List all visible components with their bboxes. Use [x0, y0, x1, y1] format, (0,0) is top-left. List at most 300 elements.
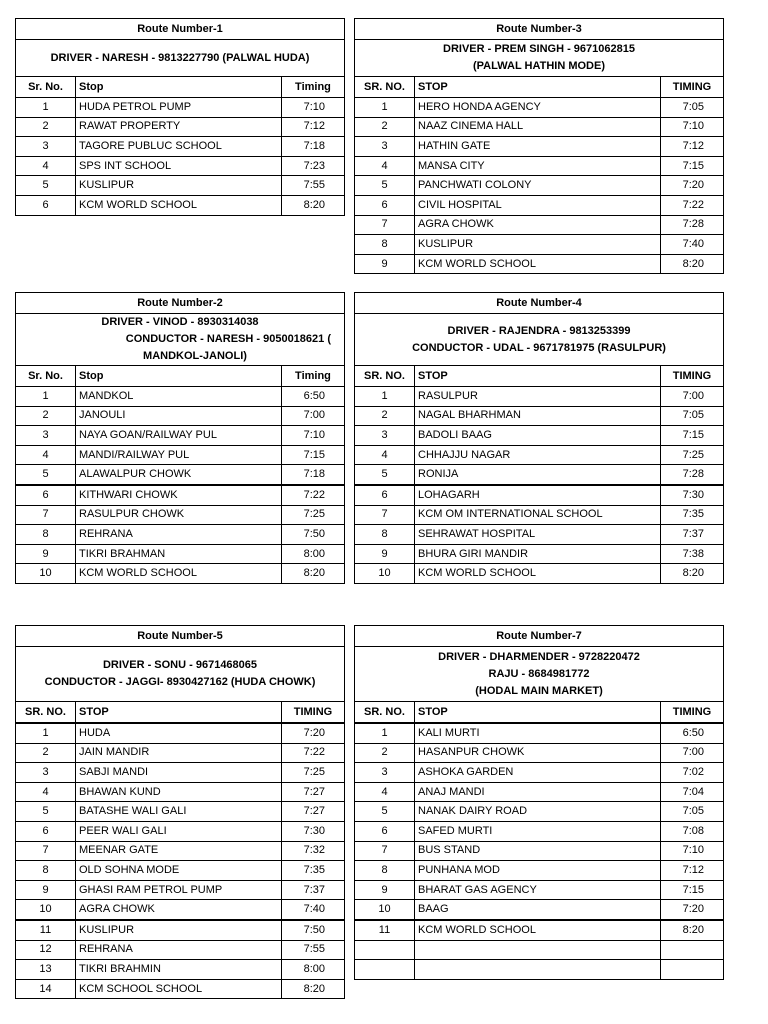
stop-name-cell: TAGORE PUBLUC SCHOOL — [76, 137, 282, 157]
stop-name-cell: OLD SOHNA MODE — [76, 861, 282, 881]
table-row — [16, 485, 345, 505]
stop-name-cell: AGRA CHOWK — [415, 215, 661, 235]
sr-no-cell: 3 — [16, 763, 76, 783]
table-row — [16, 979, 345, 999]
table-row — [16, 880, 345, 900]
col-header-stop: Stop — [76, 77, 282, 98]
table-row — [16, 465, 345, 485]
stop-name-cell: JANOULI — [76, 406, 282, 426]
timing-cell: 7:05 — [660, 98, 723, 118]
stop-name-cell: KUSLIPUR — [76, 920, 282, 940]
stop-name-cell: KITHWARI CHOWK — [76, 485, 282, 505]
driver-line: CONDUCTOR - NARESH - 9050018621 ( — [125, 333, 331, 345]
sr-no-cell: 6 — [16, 821, 76, 841]
driver-line: DRIVER - VINOD - 8930314038 — [101, 316, 259, 328]
stop-name-cell: KCM WORLD SCHOOL — [76, 195, 282, 215]
sr-no-cell: 6 — [355, 485, 415, 505]
route-rows — [355, 723, 724, 979]
route-2-table — [15, 292, 345, 584]
route-4-table — [354, 292, 724, 584]
table-row — [16, 821, 345, 841]
sr-no-cell: 7 — [16, 841, 76, 861]
timing-cell: 7:15 — [660, 880, 723, 900]
route-1-table — [15, 18, 345, 216]
stop-name-cell: HASANPUR CHOWK — [415, 743, 661, 763]
sr-no-cell: 1 — [16, 98, 76, 118]
timing-cell: 7:23 — [281, 156, 344, 176]
timing-cell: 7:30 — [281, 821, 344, 841]
sr-no-cell: 5 — [355, 176, 415, 196]
table-row — [355, 505, 724, 525]
table-row — [355, 880, 724, 900]
sr-no-cell: 12 — [16, 940, 76, 960]
table-row — [16, 505, 345, 525]
table-row — [355, 544, 724, 564]
table-row — [16, 406, 345, 426]
stop-name-cell: PEER WALI GALI — [76, 821, 282, 841]
driver-info — [355, 647, 724, 702]
stop-name-cell: REHRANA — [76, 940, 282, 960]
route-rows — [355, 98, 724, 274]
table-row — [355, 900, 724, 920]
timing-cell: 7:32 — [281, 841, 344, 861]
timing-cell: 8:20 — [281, 564, 344, 584]
driver-line: DRIVER - RAJENDRA - 9813253399 — [447, 324, 631, 337]
route-3-table — [354, 18, 724, 274]
table-row — [16, 920, 345, 940]
table-row — [16, 137, 345, 157]
table-row — [355, 156, 724, 176]
stop-name-cell — [415, 960, 661, 980]
table-row — [355, 235, 724, 255]
stop-name-cell: KUSLIPUR — [415, 235, 661, 255]
stop-name-cell: MANDKOL — [76, 387, 282, 407]
sr-no-cell — [355, 940, 415, 960]
sr-no-cell: 3 — [16, 426, 76, 446]
table-row — [16, 841, 345, 861]
col-header-timing: TIMING — [281, 702, 344, 724]
table-row — [355, 215, 724, 235]
sr-no-cell: 14 — [16, 979, 76, 999]
stop-name-cell: KCM WORLD SCHOOL — [415, 920, 661, 940]
timing-cell: 7:35 — [281, 861, 344, 881]
stop-name-cell: MANDI/RAILWAY PUL — [76, 445, 282, 465]
sr-no-cell: 7 — [355, 505, 415, 525]
sr-no-cell: 8 — [355, 235, 415, 255]
table-row — [355, 465, 724, 485]
table-row — [16, 98, 345, 118]
timing-cell: 7:35 — [660, 505, 723, 525]
table-row — [16, 743, 345, 763]
timing-cell: 7:08 — [660, 821, 723, 841]
sr-no-cell: 2 — [16, 743, 76, 763]
timing-cell: 7:10 — [660, 117, 723, 137]
stop-name-cell: RASULPUR CHOWK — [76, 505, 282, 525]
timing-cell: 8:20 — [660, 564, 723, 584]
stop-name-cell: RONIJA — [415, 465, 661, 485]
timing-cell: 7:22 — [660, 195, 723, 215]
driver-line: (PALWAL HATHIN MODE) — [473, 60, 605, 72]
stop-name-cell: PANCHWATI COLONY — [415, 176, 661, 196]
route-title: Route Number-1 — [16, 19, 345, 40]
stop-name-cell: BAAG — [415, 900, 661, 920]
stop-name-cell: NAYA GOAN/RAILWAY PUL — [76, 426, 282, 446]
timing-cell: 7:25 — [281, 763, 344, 783]
col-header-srno: SR. NO. — [16, 702, 76, 724]
driver-info — [16, 647, 345, 702]
col-header-srno: Sr. No. — [16, 77, 76, 98]
col-header-stop: Stop — [76, 366, 282, 387]
timing-cell: 7:22 — [281, 485, 344, 505]
stop-name-cell: BUS STAND — [415, 841, 661, 861]
timing-cell: 7:15 — [281, 445, 344, 465]
timing-cell: 7:28 — [660, 465, 723, 485]
sr-no-cell: 4 — [355, 156, 415, 176]
route-title: Route Number-2 — [16, 293, 345, 314]
driver-line: CONDUCTOR - JAGGI- 8930427162 (HUDA CHOWK) — [44, 676, 316, 688]
driver-line: DRIVER - NARESH - 9813227790 (PALWAL HUDA) — [50, 51, 310, 64]
timing-cell: 7:20 — [660, 176, 723, 196]
timing-cell: 7:18 — [281, 137, 344, 157]
stop-name-cell: SAFED MURTI — [415, 821, 661, 841]
route-7-table — [354, 625, 724, 980]
stop-name-cell: RASULPUR — [415, 387, 661, 407]
sr-no-cell: 13 — [16, 960, 76, 980]
stop-name-cell: BATASHE WALI GALI — [76, 802, 282, 822]
table-row — [355, 387, 724, 407]
sr-no-cell: 11 — [355, 920, 415, 940]
sr-no-cell: 5 — [16, 465, 76, 485]
stop-name-cell: AGRA CHOWK — [76, 900, 282, 920]
sr-no-cell: 8 — [355, 525, 415, 545]
stop-name-cell: TIKRI BRAHMIN — [76, 960, 282, 980]
table-row — [16, 544, 345, 564]
timing-cell: 7:02 — [660, 763, 723, 783]
route-rows — [355, 387, 724, 584]
timing-cell: 7:40 — [281, 900, 344, 920]
timing-cell: 7:20 — [281, 723, 344, 743]
route-title: Route Number-4 — [355, 293, 724, 314]
table-row — [355, 821, 724, 841]
table-row — [16, 156, 345, 176]
sr-no-cell: 5 — [355, 465, 415, 485]
col-header-stop: STOP — [415, 702, 661, 724]
timing-cell: 7:38 — [660, 544, 723, 564]
table-row — [16, 564, 345, 584]
timing-cell: 7:25 — [660, 445, 723, 465]
timing-cell: 7:20 — [660, 900, 723, 920]
timing-cell: 7:00 — [281, 406, 344, 426]
timing-cell: 7:55 — [281, 176, 344, 196]
timing-cell: 7:22 — [281, 743, 344, 763]
stop-name-cell: KCM WORLD SCHOOL — [76, 564, 282, 584]
stop-name-cell: KCM OM INTERNATIONAL SCHOOL — [415, 505, 661, 525]
route-rows — [16, 387, 345, 584]
sr-no-cell: 11 — [16, 920, 76, 940]
col-header-timing: TIMING — [660, 702, 723, 724]
table-row — [16, 802, 345, 822]
timing-cell: 7:37 — [281, 880, 344, 900]
col-header-timing: TIMING — [660, 77, 723, 98]
col-header-srno: Sr. No. — [16, 366, 76, 387]
stop-name-cell: KALI MURTI — [415, 723, 661, 743]
table-row — [355, 920, 724, 940]
table-row — [355, 960, 724, 980]
table-row — [16, 445, 345, 465]
timing-cell: 7:15 — [660, 156, 723, 176]
timing-cell: 8:20 — [281, 979, 344, 999]
timing-cell: 7:05 — [660, 802, 723, 822]
sr-no-cell: 6 — [16, 195, 76, 215]
table-row — [355, 723, 724, 743]
timing-cell: 8:00 — [281, 960, 344, 980]
route-rows — [16, 723, 345, 999]
timing-cell: 8:20 — [660, 920, 723, 940]
sr-no-cell: 3 — [355, 137, 415, 157]
table-row — [355, 525, 724, 545]
timing-cell: 8:20 — [660, 254, 723, 274]
route-title: Route Number-5 — [16, 626, 345, 647]
stop-name-cell: HUDA — [76, 723, 282, 743]
stop-name-cell: KCM WORLD SCHOOL — [415, 254, 661, 274]
route-title: Route Number-7 — [355, 626, 724, 647]
timing-cell: 7:25 — [281, 505, 344, 525]
timing-cell: 7:10 — [660, 841, 723, 861]
sr-no-cell: 4 — [355, 445, 415, 465]
table-row — [355, 176, 724, 196]
sr-no-cell: 4 — [16, 782, 76, 802]
timing-cell: 7:28 — [660, 215, 723, 235]
table-row — [16, 861, 345, 881]
stop-name-cell: RAWAT PROPERTY — [76, 117, 282, 137]
stop-name-cell: SABJI MANDI — [76, 763, 282, 783]
stop-name-cell: MEENAR GATE — [76, 841, 282, 861]
table-row — [355, 137, 724, 157]
driver-info — [16, 40, 345, 77]
col-header-stop: STOP — [415, 77, 661, 98]
sr-no-cell: 5 — [16, 176, 76, 196]
sr-no-cell: 9 — [355, 880, 415, 900]
stop-name-cell: JAIN MANDIR — [76, 743, 282, 763]
stop-name-cell: PUNHANA MOD — [415, 861, 661, 881]
table-row — [16, 426, 345, 446]
table-row — [355, 763, 724, 783]
sr-no-cell: 9 — [355, 544, 415, 564]
sr-no-cell: 1 — [355, 98, 415, 118]
table-row — [355, 485, 724, 505]
route-5-table — [15, 625, 345, 999]
driver-line: DRIVER - DHARMENDER - 9728220472 — [438, 650, 640, 663]
stop-name-cell: LOHAGARH — [415, 485, 661, 505]
timing-cell — [660, 960, 723, 980]
sr-no-cell: 3 — [355, 763, 415, 783]
sr-no-cell: 1 — [355, 723, 415, 743]
table-row — [355, 445, 724, 465]
table-row — [16, 387, 345, 407]
sr-no-cell: 10 — [355, 900, 415, 920]
driver-line: (HODAL MAIN MARKET) — [475, 684, 603, 697]
col-header-timing: Timing — [281, 366, 344, 387]
sr-no-cell: 2 — [16, 406, 76, 426]
stop-name-cell: GHASI RAM PETROL PUMP — [76, 880, 282, 900]
sr-no-cell: 3 — [355, 426, 415, 446]
timing-cell: 7:55 — [281, 940, 344, 960]
timing-cell: 7:27 — [281, 802, 344, 822]
table-row — [16, 763, 345, 783]
sr-no-cell: 1 — [16, 723, 76, 743]
sr-no-cell: 7 — [355, 215, 415, 235]
table-row — [355, 98, 724, 118]
stop-name-cell: MANSA CITY — [415, 156, 661, 176]
sr-no-cell: 9 — [16, 544, 76, 564]
driver-info — [16, 314, 345, 366]
timing-cell: 7:00 — [660, 743, 723, 763]
route-rows — [16, 98, 345, 216]
stop-name-cell — [415, 940, 661, 960]
timing-cell: 7:12 — [281, 117, 344, 137]
timing-cell — [660, 940, 723, 960]
stop-name-cell: HATHIN GATE — [415, 137, 661, 157]
stop-name-cell: CHHAJJU NAGAR — [415, 445, 661, 465]
timing-cell: 7:50 — [281, 920, 344, 940]
sr-no-cell: 7 — [355, 841, 415, 861]
driver-line: RAJU - 8684981772 — [488, 667, 590, 680]
stop-name-cell: CIVIL HOSPITAL — [415, 195, 661, 215]
table-row — [355, 782, 724, 802]
driver-info — [355, 40, 724, 77]
stop-name-cell: BHURA GIRI MANDIR — [415, 544, 661, 564]
table-row — [355, 254, 724, 274]
timing-cell: 7:10 — [281, 426, 344, 446]
timing-cell: 7:10 — [281, 98, 344, 118]
timing-cell: 7:50 — [281, 525, 344, 545]
timing-cell: 8:00 — [281, 544, 344, 564]
table-row — [16, 723, 345, 743]
driver-line: CONDUCTOR - UDAL - 9671781975 (RASULPUR) — [412, 341, 666, 354]
table-row — [355, 802, 724, 822]
table-row — [16, 960, 345, 980]
route-title: Route Number-3 — [355, 19, 724, 40]
timing-cell: 7:12 — [660, 137, 723, 157]
timing-cell: 8:20 — [281, 195, 344, 215]
stop-name-cell: KUSLIPUR — [76, 176, 282, 196]
sr-no-cell: 2 — [355, 117, 415, 137]
stop-name-cell: NAAZ CINEMA HALL — [415, 117, 661, 137]
table-row — [355, 406, 724, 426]
table-row — [16, 782, 345, 802]
table-row — [16, 525, 345, 545]
table-row — [355, 940, 724, 960]
sr-no-cell: 9 — [16, 880, 76, 900]
timing-cell: 7:27 — [281, 782, 344, 802]
col-header-srno: SR. NO. — [355, 77, 415, 98]
stop-name-cell: SEHRAWAT HOSPITAL — [415, 525, 661, 545]
driver-line: MANDKOL-JANOLI) — [143, 350, 247, 362]
stop-name-cell: BADOLI BAAG — [415, 426, 661, 446]
sr-no-cell: 1 — [355, 387, 415, 407]
timing-cell: 6:50 — [660, 723, 723, 743]
timing-cell: 7:37 — [660, 525, 723, 545]
sr-no-cell: 2 — [16, 117, 76, 137]
timing-cell: 7:05 — [660, 406, 723, 426]
timing-cell: 7:30 — [660, 485, 723, 505]
table-row — [16, 117, 345, 137]
table-row — [16, 900, 345, 920]
timing-cell: 7:04 — [660, 782, 723, 802]
table-row — [355, 861, 724, 881]
timing-cell: 7:12 — [660, 861, 723, 881]
stop-name-cell: HERO HONDA AGENCY — [415, 98, 661, 118]
table-row — [16, 176, 345, 196]
stop-name-cell: KCM SCHOOL SCHOOL — [76, 979, 282, 999]
stop-name-cell: HUDA PETROL PUMP — [76, 98, 282, 118]
col-header-timing: TIMING — [660, 366, 723, 387]
col-header-stop: STOP — [76, 702, 282, 724]
table-row — [355, 841, 724, 861]
col-header-srno: SR. NO. — [355, 702, 415, 724]
sr-no-cell: 8 — [355, 861, 415, 881]
stop-name-cell: NAGAL BHARHMAN — [415, 406, 661, 426]
stop-name-cell: KCM WORLD SCHOOL — [415, 564, 661, 584]
driver-line: DRIVER - SONU - 9671468065 — [102, 659, 258, 671]
sr-no-cell: 6 — [16, 485, 76, 505]
sr-no-cell: 6 — [355, 821, 415, 841]
stop-name-cell: ASHOKA GARDEN — [415, 763, 661, 783]
sr-no-cell: 10 — [16, 564, 76, 584]
stop-name-cell: BHAWAN KUND — [76, 782, 282, 802]
table-row — [355, 195, 724, 215]
sr-no-cell: 3 — [16, 137, 76, 157]
stop-name-cell: TIKRI BRAHMAN — [76, 544, 282, 564]
sr-no-cell: 5 — [355, 802, 415, 822]
sr-no-cell: 1 — [16, 387, 76, 407]
sr-no-cell: 8 — [16, 861, 76, 881]
table-row — [16, 195, 345, 215]
driver-line: DRIVER - PREM SINGH - 9671062815 — [443, 43, 635, 55]
table-row — [355, 564, 724, 584]
sr-no-cell — [355, 960, 415, 980]
table-row — [355, 743, 724, 763]
col-header-timing: Timing — [281, 77, 344, 98]
timing-cell: 7:40 — [660, 235, 723, 255]
stop-name-cell: NANAK DAIRY ROAD — [415, 802, 661, 822]
sr-no-cell: 7 — [16, 505, 76, 525]
sr-no-cell: 9 — [355, 254, 415, 274]
col-header-srno: SR. NO. — [355, 366, 415, 387]
sr-no-cell: 2 — [355, 406, 415, 426]
sr-no-cell: 2 — [355, 743, 415, 763]
timing-cell: 7:00 — [660, 387, 723, 407]
table-row — [16, 940, 345, 960]
sr-no-cell: 4 — [355, 782, 415, 802]
stop-name-cell: SPS INT SCHOOL — [76, 156, 282, 176]
table-row — [355, 117, 724, 137]
driver-info — [355, 314, 724, 366]
stop-name-cell: ANAJ MANDI — [415, 782, 661, 802]
sr-no-cell: 10 — [16, 900, 76, 920]
sr-no-cell: 10 — [355, 564, 415, 584]
sr-no-cell: 6 — [355, 195, 415, 215]
stop-name-cell: ALAWALPUR CHOWK — [76, 465, 282, 485]
stop-name-cell: REHRANA — [76, 525, 282, 545]
timing-cell: 7:18 — [281, 465, 344, 485]
stop-name-cell: BHARAT GAS AGENCY — [415, 880, 661, 900]
sr-no-cell: 5 — [16, 802, 76, 822]
sr-no-cell: 4 — [16, 156, 76, 176]
sr-no-cell: 4 — [16, 445, 76, 465]
col-header-stop: STOP — [415, 366, 661, 387]
timing-cell: 6:50 — [281, 387, 344, 407]
